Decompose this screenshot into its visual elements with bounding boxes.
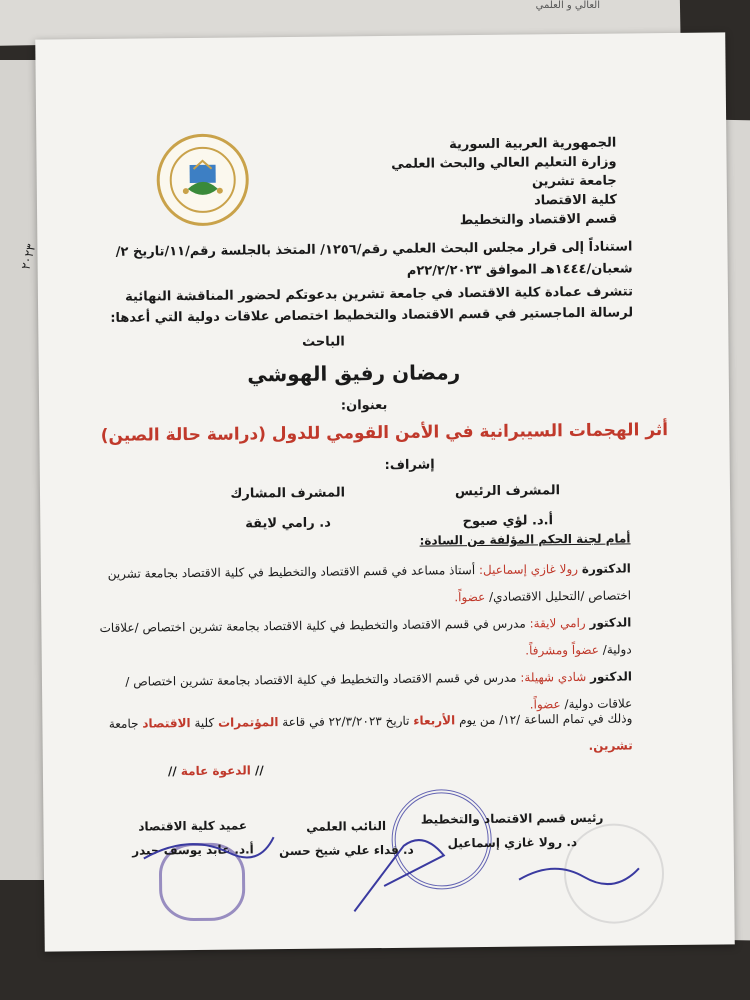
handwritten-side-mark: ٢٠٢٣ bbox=[18, 242, 39, 271]
meeting-faculty: الاقتصاد bbox=[142, 716, 191, 731]
member-role: عضواً. bbox=[529, 697, 561, 712]
header-line-ministry: وزارة التعليم العالي والبحث العلمي bbox=[391, 154, 617, 172]
co-supervisor-role: المشرف المشارك bbox=[230, 485, 346, 502]
main-supervisor bbox=[455, 476, 561, 537]
member-desc: أستاذ مساعد في قسم الاقتصاد والتخطيط في كلية الاقتصاد بجامعة تشرين اختصاص /التحليل الاقتصادي/ bbox=[107, 563, 632, 604]
committee-members bbox=[96, 555, 633, 723]
meeting-faculty-label: كلية bbox=[194, 715, 215, 731]
signature-name: د. فداء علي شيخ حسن bbox=[278, 842, 414, 859]
main-supervisor-role: المشرف الرئيس bbox=[454, 483, 561, 500]
meeting-time: وذلك في تمام الساعة /١٢/ من يوم bbox=[458, 711, 633, 728]
signature-name: أ.د. عابد يوسف حيدر bbox=[132, 842, 254, 858]
header-line-faculty: كلية الاقتصاد bbox=[533, 192, 618, 209]
meeting-university-label: جامعة bbox=[108, 716, 139, 731]
member-name: شادي شهيلة: bbox=[520, 669, 587, 685]
signature-scribble-icon bbox=[344, 825, 465, 916]
signature-role: عميد كلية الاقتصاد bbox=[138, 818, 248, 834]
member-role: عضواً. bbox=[454, 589, 486, 605]
signature-role: النائب العلمي bbox=[306, 819, 387, 834]
invitation-paragraph: تتشرف عمادة كلية الاقتصاد في جامعة تشرين بدعوتكم لحضور المناقشة النهائية لرسالة الماجستير في قسم الاقتصاد والتخطيط اختصاص علاقات دولية التي أعدها: bbox=[110, 284, 634, 326]
reference-paragraph: استناداً إلى قرار مجلس البحث العلمي رقم/١٢٥٦/ المتخذ بالجلسة رقم/١١/تاريخ ٢/شعبان/١٤٤٤هـ الموافق ٢٢/٢/٢٠٢٣م bbox=[115, 239, 633, 279]
thesis-title: أثر الهجمات السيبرانية في الأمن القومي للدول (دراسة حالة الصين) bbox=[100, 420, 669, 446]
member-title: الدكتور bbox=[589, 615, 632, 630]
header-line-department: قسم الاقتصاد والتخطيط bbox=[459, 211, 618, 229]
member-role: عضواً ومشرفاً. bbox=[525, 642, 600, 658]
signature-scribble-icon bbox=[514, 848, 644, 889]
researcher-label: الباحث bbox=[302, 334, 345, 350]
co-supervisor-name: د. رامي لايقة bbox=[245, 515, 331, 532]
meeting-details bbox=[97, 705, 633, 765]
invitation-document bbox=[18, 32, 735, 951]
signature-scribble-icon bbox=[139, 827, 280, 878]
title-label: بعنوان: bbox=[340, 397, 388, 414]
member-desc: مدرس في قسم الاقتصاد والتخطيط في كلية الاقتصاد بجامعة تشرين اختصاص /علاقات دولية/ bbox=[99, 616, 632, 657]
header-block bbox=[391, 134, 617, 231]
member-title: الدكتور bbox=[590, 669, 633, 684]
member-name: رولا غازي إسماعيل: bbox=[478, 561, 579, 578]
meeting-university: تشرين. bbox=[588, 738, 633, 753]
member-name: رامي لايقة: bbox=[529, 615, 586, 631]
signature-name: د. رولا غازي إسماعيل bbox=[447, 835, 578, 851]
main-supervisor-name: أ.د. لؤي صيوح bbox=[462, 513, 554, 530]
researcher-name: رمضان رفيق الهوشي bbox=[247, 360, 461, 387]
member-title: الدكتورة bbox=[581, 561, 631, 576]
scrap-text: العالي و العلمي bbox=[535, 0, 600, 11]
committee-intro: أمام لجنة الحكم المؤلفة من السادة: bbox=[419, 531, 631, 548]
co-supervisor bbox=[230, 478, 345, 539]
member-desc: مدرس في قسم الاقتصاد والتخطيط في كلية الاقتصاد بجامعة تشرين اختصاص /علاقات دولية/ bbox=[125, 670, 633, 712]
meeting-day: الأربعاء bbox=[413, 713, 456, 728]
public-invitation-note: // الدعوة عامة // bbox=[167, 763, 264, 779]
header-line-university: جامعة تشرين bbox=[531, 173, 617, 190]
supervision-label: إشراف: bbox=[384, 457, 435, 474]
meeting-date: تاريخ ٢٢/٣/٢٠٢٣ في قاعة bbox=[282, 713, 410, 730]
signature-role: رئيس قسم الاقتصاد والتخطيط bbox=[420, 810, 604, 827]
meeting-hall: المؤتمرات bbox=[217, 715, 279, 730]
committee-member bbox=[96, 555, 632, 615]
header-line-republic: الجمهورية العربية السورية bbox=[449, 135, 617, 153]
university-logo-icon bbox=[156, 133, 249, 226]
invitation-text: الدعوة عامة bbox=[180, 763, 251, 779]
committee-member bbox=[96, 609, 632, 669]
